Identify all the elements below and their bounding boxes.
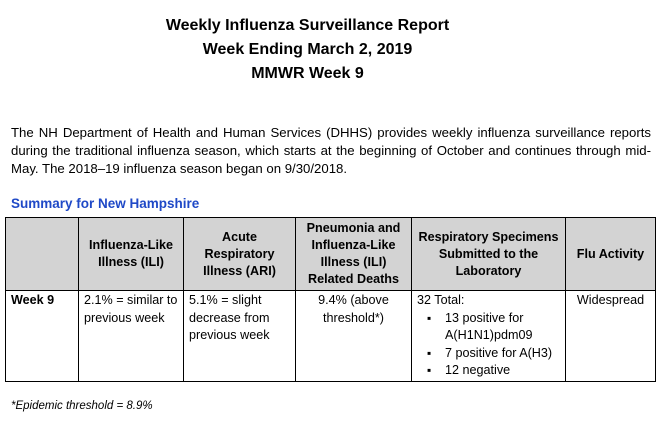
list-item: ▪ 7 positive for A(H3) [417,345,560,363]
cell-specimens [412,291,566,382]
cell-week: Week 9 [6,291,79,382]
table-header-row [6,218,656,291]
specimens-list [417,310,560,380]
cell-flu-activity: Widespread [566,291,656,382]
cell-ili: 2.1% = similar to previous week [79,291,184,382]
column-header-blank [6,218,79,291]
report-title [0,14,615,86]
column-header-specimens: Respiratory Specimens Submitted to the Laboratory [412,218,566,291]
specimens-total: 32 Total: [417,293,465,307]
column-header-flu-activity: Flu Activity [566,218,656,291]
title-line-2: Week Ending March 2, 2019 [202,41,413,58]
table-row [6,291,656,382]
summary-heading: Summary for New Hampshire [11,196,200,211]
column-header-ari: Acute Respiratory Illness (ARI) [184,218,296,291]
title-line-3: MMWR Week 9 [251,65,364,82]
list-item: ▪ 12 negative [417,362,560,380]
footnote: *Epidemic threshold = 8.9% [11,400,153,412]
list-item: ▪ 13 positive for A(H1N1)pdm09 [417,310,560,345]
column-header-ili: Influenza-Like Illness (ILI) [79,218,184,291]
column-header-pi-deaths: Pneumonia and Influenza-Like Illness (ILI) Related Deaths [296,218,412,291]
cell-ari: 5.1% = slight decrease from previous week [184,291,296,382]
intro-paragraph: The NH Department of Health and Human Services (DHHS) provides weekly influenza surveillance reports during the traditional influenza season, which starts at the beginning of October and continues through mid-May. The 2018–19 influenza season began on 9/30/2018. [11,125,651,176]
title-line-1: Weekly Influenza Surveillance Report [165,17,450,34]
cell-pi-deaths: 9.4% (above threshold*) [296,291,412,382]
summary-table [5,217,656,382]
